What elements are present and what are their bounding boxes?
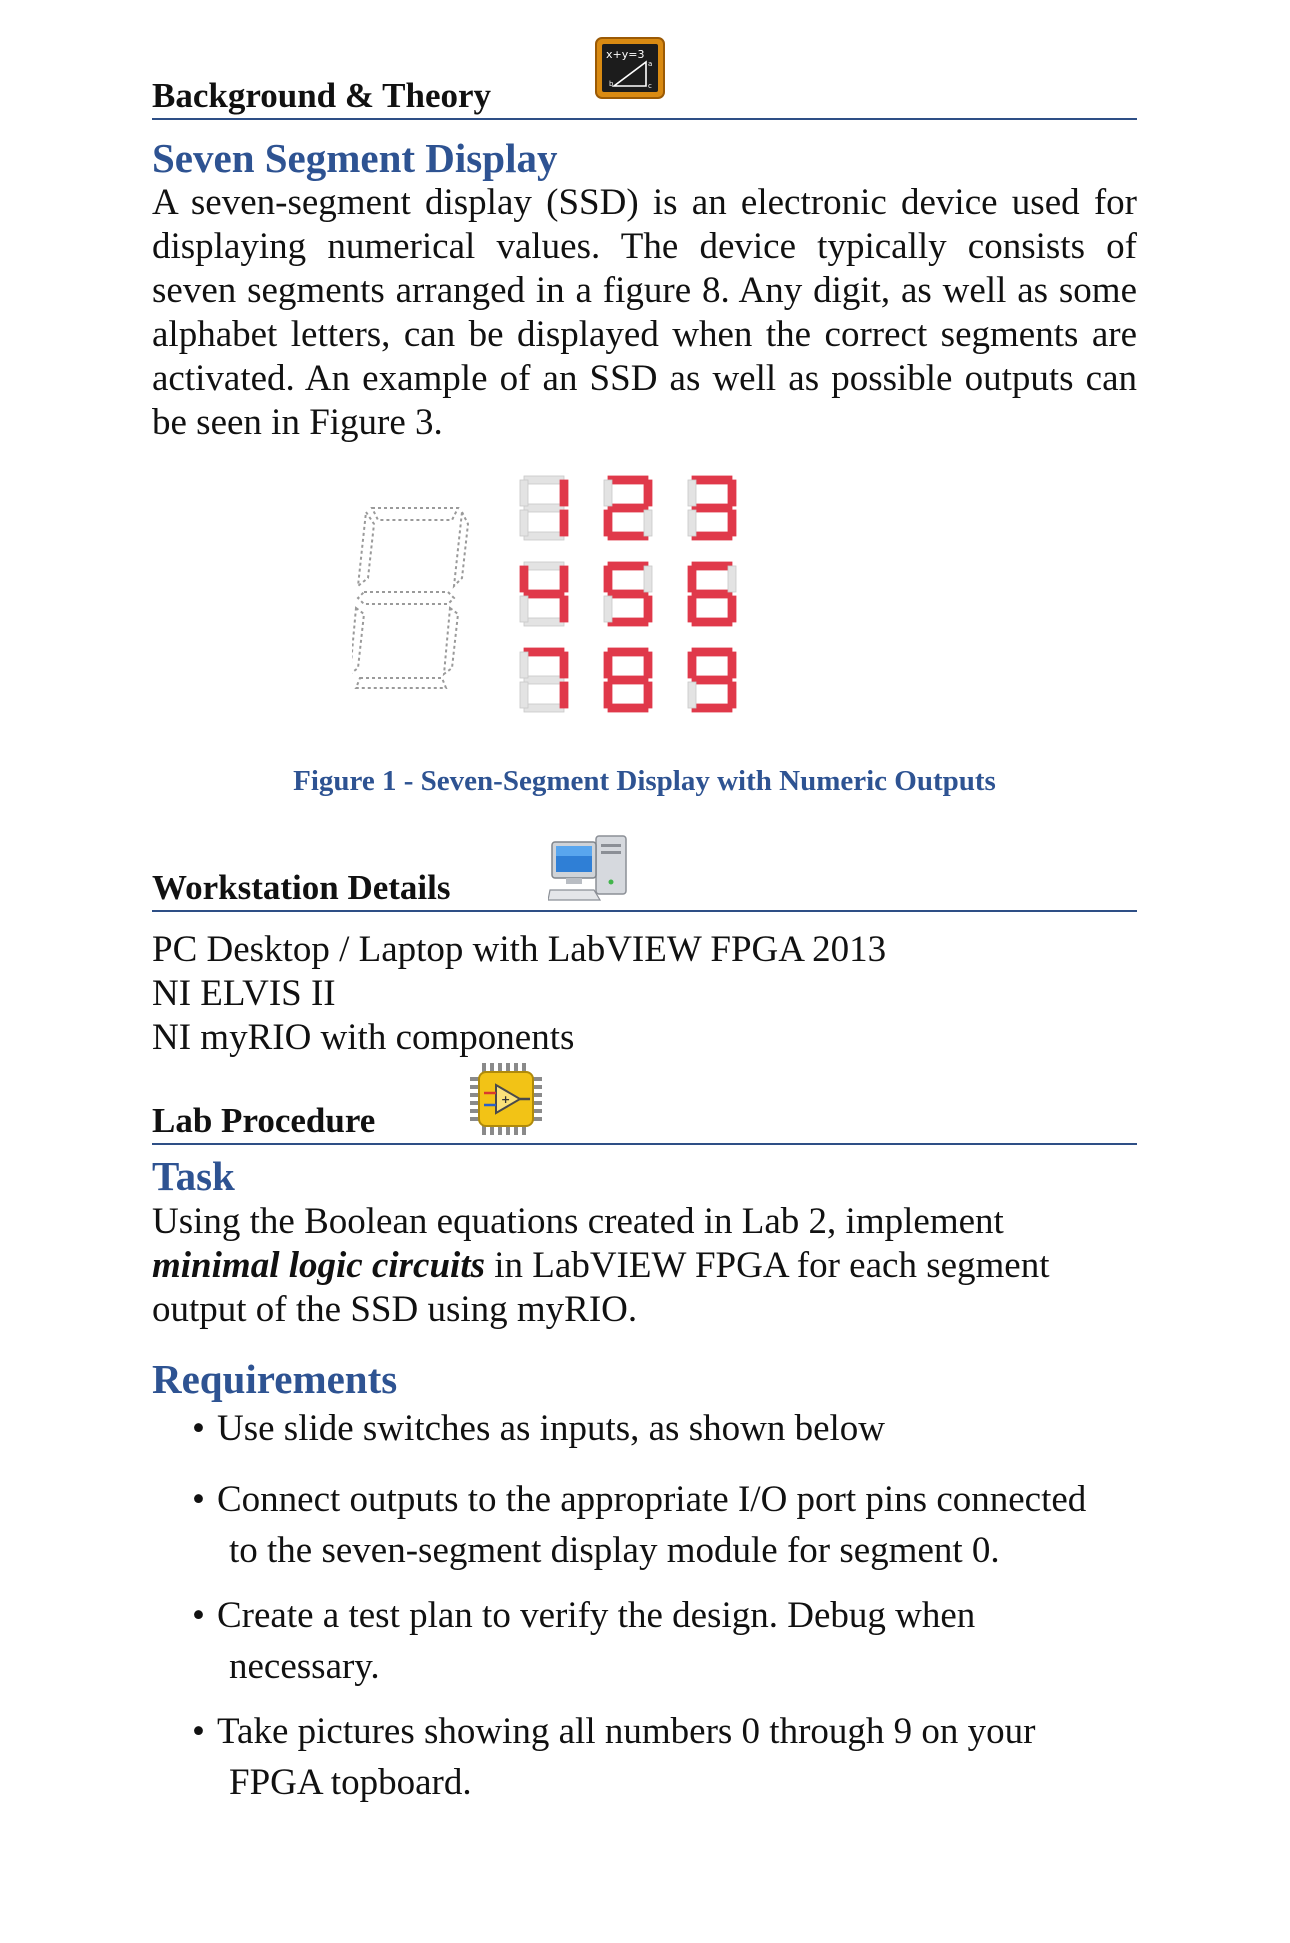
bullet: •	[192, 1408, 205, 1449]
segment-a	[608, 476, 648, 484]
segment-d	[608, 532, 648, 540]
segment-a	[692, 476, 732, 484]
requirements-list	[192, 1403, 1137, 1808]
document-page	[152, 0, 1137, 1943]
segment-b	[644, 480, 652, 506]
requirement-text-continued: FPGA topboard.	[229, 1762, 472, 1803]
segment-b	[644, 652, 652, 678]
segment-f	[520, 652, 528, 678]
bullet: •	[192, 1479, 205, 1520]
ssd-digit-3	[688, 476, 736, 540]
requirement-item	[192, 1403, 1137, 1454]
segment-e	[604, 510, 612, 536]
segment-e	[688, 596, 696, 622]
segment-c	[560, 682, 568, 708]
segment-e	[688, 510, 696, 536]
ssd-paragraph: A seven-segment display (SSD) is an electronic device used for displaying numerical values. The device typically consists of seven segments arranged in a figure 8. Any digit, as well as some alphabet letters, can be displayed when the correct segments are activated. An example of an SSD as well as possible outputs can be seen in Figure 3.	[152, 182, 1137, 443]
segment-e	[688, 682, 696, 708]
segment-f	[688, 566, 696, 592]
segment-g	[692, 504, 732, 512]
svg-text:+: +	[501, 1093, 511, 1106]
requirement-text: Connect outputs to the appropriate I/O port pins connected	[217, 1479, 1087, 1520]
segment-c	[560, 510, 568, 536]
chalkboard-formula-icon	[594, 36, 666, 107]
segment-d	[608, 704, 648, 712]
ssd-digit-5	[604, 562, 652, 626]
segment-c	[644, 596, 652, 622]
segment-b	[644, 566, 652, 592]
segment-g	[524, 590, 564, 598]
segment-b	[728, 566, 736, 592]
requirement-item	[192, 1706, 1137, 1808]
segment-e	[520, 682, 528, 708]
segment-f	[604, 566, 612, 592]
segment-b	[728, 480, 736, 506]
procedure-section-header	[152, 1093, 1137, 1145]
ssd-digit-2	[604, 476, 652, 540]
ssd-digit-4	[520, 562, 568, 626]
requirement-item	[192, 1590, 1137, 1692]
segment-c	[728, 510, 736, 536]
segment-a	[524, 562, 564, 570]
background-heading: Background & Theory	[152, 76, 492, 115]
segment-e	[520, 596, 528, 622]
ssd-digit-6	[688, 562, 736, 626]
segment-b	[560, 566, 568, 592]
svg-text:c: c	[648, 82, 652, 90]
ssd-outline-digit	[352, 508, 468, 688]
task-line	[152, 1244, 1050, 1288]
segment-f	[520, 566, 528, 592]
segment-d	[608, 618, 648, 626]
svg-text:a: a	[648, 60, 653, 68]
segment-a	[692, 562, 732, 570]
requirement-text-continued: to the seven-segment display module for segment 0.	[229, 1530, 1000, 1571]
workstation-item: NI myRIO with components	[152, 1017, 575, 1058]
segment-g	[692, 676, 732, 684]
task-line-rest: in LabVIEW FPGA for each segment	[485, 1245, 1050, 1286]
requirements-heading: Requirements	[152, 1356, 398, 1402]
segment-e	[604, 596, 612, 622]
procedure-heading: Lab Procedure	[152, 1101, 376, 1140]
segment-e	[520, 510, 528, 536]
segment-d	[524, 704, 564, 712]
ssd-digit-9	[688, 648, 736, 712]
segment-d	[524, 618, 564, 626]
ssd-digit-8	[604, 648, 652, 712]
bullet: •	[192, 1711, 205, 1752]
segment-a	[692, 648, 732, 656]
segment-g	[524, 504, 564, 512]
ssd-digit-1	[520, 476, 568, 540]
segment-g	[524, 676, 564, 684]
task-paragraph	[152, 1200, 1050, 1332]
segment-d	[524, 532, 564, 540]
figure-caption: Figure 1 - Seven-Segment Display with Numeric Outputs	[293, 765, 996, 797]
segment-f	[604, 480, 612, 506]
ssd-figure-graphic	[352, 468, 932, 726]
segment-g	[608, 504, 648, 512]
ssd-figure	[352, 468, 932, 726]
requirement-text-continued: necessary.	[229, 1646, 380, 1687]
background-section-header	[152, 48, 1137, 120]
segment-f	[688, 480, 696, 506]
segment-b	[560, 652, 568, 678]
requirement-text: Create a test plan to verify the design. Debug when	[217, 1595, 976, 1636]
segment-d	[692, 704, 732, 712]
task-emphasis: minimal logic circuits	[152, 1245, 486, 1286]
segment-a	[608, 562, 648, 570]
fpga-chip-icon	[468, 1061, 544, 1142]
segment-c	[728, 682, 736, 708]
segment-c	[728, 596, 736, 622]
segment-a	[608, 648, 648, 656]
segment-b	[728, 652, 736, 678]
workstation-item: PC Desktop / Laptop with LabVIEW FPGA 2013	[152, 929, 887, 970]
segment-f	[520, 480, 528, 506]
workstation-section-header	[152, 870, 1137, 912]
svg-text:x+y=3: x+y=3	[606, 48, 645, 61]
segment-f	[688, 652, 696, 678]
requirement-text: Take pictures showing all numbers 0 through 9 on your	[217, 1711, 1036, 1752]
segment-a	[524, 476, 564, 484]
segment-d	[692, 532, 732, 540]
workstation-list	[152, 928, 886, 1060]
segment-f	[604, 652, 612, 678]
segment-c	[644, 682, 652, 708]
ssd-subheading: Seven Segment Display	[152, 135, 558, 181]
segment-g	[692, 590, 732, 598]
segment-g	[608, 590, 648, 598]
ssd-digit-7	[520, 648, 568, 712]
requirement-text: Use slide switches as inputs, as shown below	[217, 1408, 885, 1449]
segment-e	[604, 682, 612, 708]
segment-c	[644, 510, 652, 536]
workstation-heading: Workstation Details	[152, 868, 451, 907]
bullet: •	[192, 1595, 205, 1636]
task-line: Using the Boolean equations created in Lab 2, implement	[152, 1201, 1004, 1242]
requirement-item	[192, 1474, 1137, 1576]
desktop-computer-icon	[548, 834, 632, 909]
task-heading: Task	[152, 1153, 235, 1199]
segment-d	[692, 618, 732, 626]
task-line: output of the SSD using myRIO.	[152, 1289, 638, 1330]
segment-a	[524, 648, 564, 656]
workstation-item: NI ELVIS II	[152, 973, 336, 1014]
segment-g	[608, 676, 648, 684]
segment-b	[560, 480, 568, 506]
segment-c	[560, 596, 568, 622]
svg-text:b: b	[609, 80, 614, 88]
